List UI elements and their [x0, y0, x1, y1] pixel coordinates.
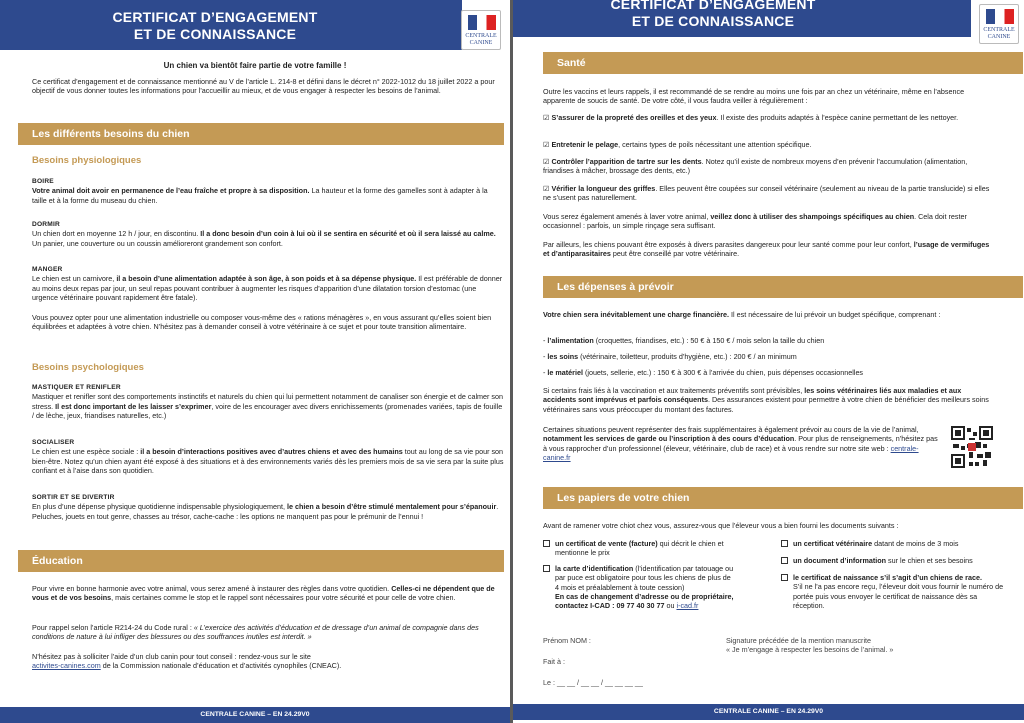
- section-needs-band: Les différents besoins du chien: [18, 123, 504, 145]
- mastiquer-block: MASTIQUER ET RENIFLER Mastiquer et renifler sont des comportements instinctifs et naturels du chien qui lui permettent notamment de canaliser son énergie et de calmer son stress. Il est donc important de les laisser s’exprimer, voire de les encourager avec divers enrichissements (promenades variées, tapis de fouille / de lèche, jeux, friandises naturelles, etc.): [32, 384, 504, 420]
- sortir-block: SORTIR ET SE DIVERTIR En plus d’une dépense physique quotidienne indispensable physiologiquement, le chien a besoin d’être stimulé mentalement pour s’épanouir. Peluches, jouets en tout genre, chasses au trésor, cache-cache : les options ne manquent pas pour le prémunir de l’ennui !: [32, 494, 499, 521]
- education-club: N’hésitez pas à solliciter l’aide d’un club canin pour tout conseil : rendez-vous sur le site activites-canines.com de la Commission nationale d’éducation et d’activités cynophiles (CNEAC).: [32, 652, 342, 671]
- doc-item-birth-cert: le certificat de naissance s’il s’agit d’un chiens de race. S’il ne l’a pas encore reçu, l’éleveur doit vous fournir le numéro de portée puis vous envoyer le certificat de naissance dès sa réception.: [793, 573, 1004, 610]
- cost-item-gear: - le matériel (jouets, sellerie, etc.) : 150 € à 300 € à l’arrivée du chien, puis dépenses occasionnelles: [543, 368, 864, 377]
- section-education-band: Éducation: [18, 550, 504, 572]
- signature-place-label: Fait à :: [543, 657, 565, 666]
- signature-date-field[interactable]: Le : __ __ / __ __ / __ __ __ __: [543, 678, 643, 687]
- doc-item-info: un document d’information sur le chien et ses besoins: [793, 556, 973, 565]
- health-item-claws: ☑ Vérifier la longueur des griffes. Elles peuvent être coupées sur conseil vétérinaire (seulement au niveau de la partie translucide) si elles ne s’usent pas naturellement.: [543, 184, 990, 203]
- qr-code-icon[interactable]: [951, 426, 993, 468]
- doc-checkbox[interactable]: [781, 557, 788, 564]
- cost-item-food: - l’alimentation (croquettes, friandises, etc.) : 50 € à 150 € / mois selon la taille du chien: [543, 336, 825, 345]
- checkbox-checked-icon: ☑: [543, 140, 550, 149]
- signature-instructions: Signature précédée de la mention manuscrite « Je m’engage à respecter les besoins de l’animal. »: [726, 636, 894, 655]
- doc-item-id-card: la carte d’identification (l’identification par tatouage ou par puce est obligatoire pour tous les chiens de plus de 4 mois et préalablement à toute cession) En cas de changement d’adresse ou de propriétaire, contactez I-CAD : 09 77 40 30 77 ou i-cad.fr: [555, 564, 734, 611]
- doc-checkbox[interactable]: [781, 540, 788, 547]
- doc-checkbox[interactable]: [781, 574, 788, 581]
- french-flag-icon: [468, 15, 496, 30]
- physio-title: Besoins physiologiques: [32, 155, 142, 166]
- activites-canines-link[interactable]: activites-canines.com: [32, 661, 101, 671]
- intro-text: Ce certificat d’engagement et de connaissance mentionné au V de l’article L. 214-8 et défini dans le décret n° 2022-1012 du 18 juillet 2022 a pour objectif de vous donner toutes les informations pour l’accueillir au mieux, et de vous engager à respecter les besoins de l’animal.: [32, 77, 495, 96]
- centrale-canine-link[interactable]: centrale-canine.fr: [543, 443, 919, 462]
- centrale-canine-logo: CENTRALE CANINE: [461, 10, 501, 50]
- centrale-canine-logo: CENTRALE CANINE: [979, 4, 1019, 44]
- education-text: Pour vivre en bonne harmonie avec votre animal, vous serez amené à instaurer des règles dans votre quotidien. Celles-ci ne dépendent que de vous et de vos besoins, mais certaines comme le stop et le rappel sont nécessaires pour votre sécurité et pour celle de votre chien.: [32, 584, 495, 603]
- health-item-coat: ☑ Entretenir le pelage, certains types de poils nécessitant une attention spécifique.: [543, 140, 812, 149]
- french-flag-icon: [986, 9, 1014, 24]
- doc-checkbox[interactable]: [543, 540, 550, 547]
- intro-title: Un chien va bientôt faire partie de votre famille !: [163, 61, 347, 70]
- socialiser-block: SOCIALISER Le chien est une espèce sociale : il a besoin d’interactions positives avec d’autres chiens et avec des humains tout au long de sa vie pour son bien-être. Notez qu’un chien ayant été exposé à des situations et à des environnements variés dès les premiers mois de sa vie sera par la suite plus confiant et à l’aise dans son quotidien.: [32, 439, 504, 475]
- health-item-ears: ☑ S’assurer de la propreté des oreilles et des yeux. Il existe des produits adaptés à l’espèce canine permettant de les nettoyer.: [543, 113, 959, 122]
- psycho-title: Besoins psychologiques: [32, 362, 144, 373]
- costs-intro: Votre chien sera inévitablement une charge financière. Il est nécessaire de lui prévoir un budget spécifique, comprenant :: [543, 310, 941, 319]
- checkbox-checked-icon: ☑: [543, 157, 550, 166]
- health-parasites: Par ailleurs, les chiens pouvant être exposés à divers parasites dangereux pour leur santé comme pour leur confort, l’usage de vermifuges et d’antiparasitaires peut être conseillé par votre vétérinaire.: [543, 240, 990, 259]
- page1-footer: CENTRALE CANINE – EN 24.29V0: [0, 707, 510, 723]
- section-health-band: Santé: [543, 52, 1023, 74]
- checkbox-checked-icon: ☑: [543, 113, 550, 122]
- i-cad-link[interactable]: i-cad.fr: [676, 601, 699, 611]
- checkbox-checked-icon: ☑: [543, 184, 550, 193]
- manger-para2: Vous pouvez opter pour une alimentation industrielle ou composer vous-même des « rations ménagères », en vous assurant qu’elles soient bien équilibrées et adaptées à votre chien. N’hésitez pas à demander conseil à votre vétérinaire à ce sujet et pour toute transition alimentaire.: [32, 313, 492, 332]
- boire-block: BOIRE Votre animal doit avoir en permanence de l’eau fraîche et propre à sa disposition. La hauteur et la forme des gamelles sont à adapter à la taille et à la forme du museau du chien.: [32, 178, 488, 205]
- education-rappel: Pour rappel selon l’article R214-24 du Code rural : « L’exercice des activités d’éducation et de dressage d’un animal de compagnie dans des conditions de nature à lui infliger des blessures ou des souffrances inutiles est interdit. »: [32, 623, 479, 642]
- page-title: CERTIFICAT D’ENGAGEMENT ET DE CONNAISSANCE: [112, 9, 318, 42]
- costs-extra: Certaines situations peuvent représenter des frais supplémentaires à également prévoir au cours de la vie de l’animal, notamment les services de garde ou l’inscription à des cours d’éducation. Pour plus de renseignements, n’hésitez pas à vous rapprocher d’un professionnel (éleveur, vétérinaire, club de race) et à vous rendre sur notre site web : centrale-canine.fr: [543, 425, 938, 462]
- health-wash: Vous serez également amenés à laver votre animal, veillez donc à utiliser des shampoings spécifiques au chien. Cela doit rester occasionnel : parfois, un simple rinçage sera suffisant.: [543, 212, 967, 231]
- costs-note: Si certains frais liés à la vaccination et aux traitements préventifs sont prévisibles, les soins vétérinaires liés aux maladies et aux accidents sont imprévus et parfois conséquents. Des assurances existent pour permettre à votre chien de bénéficier des meilleurs soins vétérinaires sans vous préoccuper du montant des factures.: [543, 386, 989, 414]
- health-item-teeth: ☑ Contrôler l’apparition de tartre sur les dents. Notez qu’il existe de nombreux moyens d’en prévenir l’accumulation (alimentation, friandises à mâcher, brossage des dents, etc.): [543, 157, 968, 176]
- page2-footer: CENTRALE CANINE – EN 24.29V0: [513, 704, 1024, 720]
- section-costs-band: Les dépenses à prévoir: [543, 276, 1023, 298]
- page-title: CERTIFICAT D’ENGAGEMENT ET DE CONNAISSANCE: [610, 0, 816, 29]
- doc-item-sale: un certificat de vente (facture) qui décrit le chien et mentionne le prix: [555, 539, 724, 558]
- manger-block: MANGER Le chien est un carnivore, il a besoin d’une alimentation adaptée à son âge, à son poids et à sa dépense physique. Il est préférable de donner au moins deux repas par jour, un seul repas pouvant contribuer à augmenter les risques d’apparition d’une dilatation torsion d’estomac (une urgence vétérinaire pouvant rapidement être fatale).: [32, 266, 503, 302]
- section-papers-band: Les papiers de votre chien: [543, 487, 1023, 509]
- signature-name-label: Prénom NOM :: [543, 636, 591, 645]
- doc-item-vet-cert: un certificat vétérinaire datant de moins de 3 mois: [793, 539, 959, 548]
- certificate-page-1: [0, 0, 510, 723]
- health-intro: Outre les vaccins et leurs rappels, il est recommandé de se rendre au moins une fois par an chez un vétérinaire, même en l’absence apparente de soucis de santé. De votre côté, il vous faudra veiller à régulièrement :: [543, 87, 965, 106]
- certificate-page-2: [513, 0, 1024, 723]
- papers-intro: Avant de ramener votre chiot chez vous, assurez-vous que l’éleveur vous a bien fourni les documents suivants :: [543, 521, 899, 530]
- cost-item-care: - les soins (vétérinaire, toiletteur, produits d’hygiène, etc.) : 200 € / an minimum: [543, 352, 797, 361]
- dormir-block: DORMIR Un chien dort en moyenne 12 h / jour, en discontinu. Il a donc besoin d’un coin à lui où il se sentira en sécurité et où il sera laissé au calme. Un panier, une couverture ou un coussin amélioreront grandement son confort.: [32, 221, 496, 248]
- doc-checkbox[interactable]: [543, 565, 550, 572]
